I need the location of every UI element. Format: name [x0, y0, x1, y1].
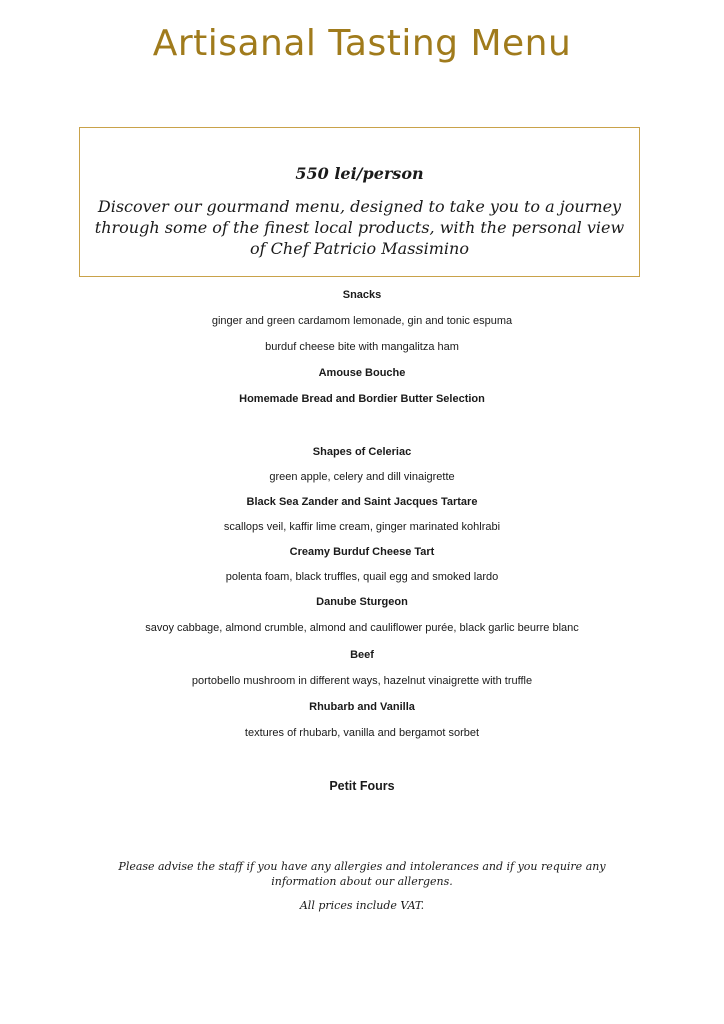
course-heading-bread: Homemade Bread and Bordier Butter Selection — [239, 393, 485, 405]
vat-notice: All prices include VAT. — [299, 899, 425, 912]
course-item-cheese-bite: burduf cheese bite with mangalitza ham — [265, 341, 459, 353]
course-desc-beef: portobello mushroom in different ways, hazelnut vinaigrette with truffle — [191, 675, 533, 687]
intro-box — [79, 127, 640, 277]
course-heading-snacks: Snacks — [342, 289, 382, 301]
course-desc-sturgeon: savoy cabbage, almond crumble, almond and cauliflower purée, black garlic beurre blanc — [145, 622, 579, 634]
course-heading-petit-fours: Petit Fours — [329, 779, 395, 793]
course-desc-celeriac: green apple, celery and dill vinaigrette — [269, 471, 455, 483]
course-item-lemonade: ginger and green cardamom lemonade, gin and tonic espuma — [211, 315, 513, 327]
course-heading-beef: Beef — [350, 649, 374, 661]
course-desc-tart: polenta foam, black truffles, quail egg and smoked lardo — [225, 571, 499, 583]
course-heading-celeriac: Shapes of Celeriac — [312, 446, 412, 458]
course-heading-amouse-bouche: Amouse Bouche — [318, 367, 406, 379]
course-heading-tart: Creamy Burduf Cheese Tart — [289, 546, 435, 558]
course-desc-zander: scallops veil, kaffir lime cream, ginger marinated kohlrabi — [223, 521, 501, 533]
course-heading-rhubarb: Rhubarb and Vanilla — [309, 701, 415, 713]
course-heading-zander: Black Sea Zander and Saint Jacques Tartare — [246, 496, 478, 508]
course-desc-rhubarb: textures of rhubarb, vanilla and bergamot sorbet — [244, 727, 480, 739]
menu-title: Artisanal Tasting Menu — [152, 23, 572, 64]
intro-description: Discover our gourmand menu, designed to take you to a journey through some of the finest local products, with the personal view of Chef Patricio Massimino — [94, 197, 625, 258]
allergy-notice: Please advise the staff if you have any allergies and intolerances and if you require any information about our allergens. — [118, 860, 606, 888]
course-heading-sturgeon: Danube Sturgeon — [316, 596, 408, 608]
price-per-person: 550 lei/person — [295, 164, 424, 183]
